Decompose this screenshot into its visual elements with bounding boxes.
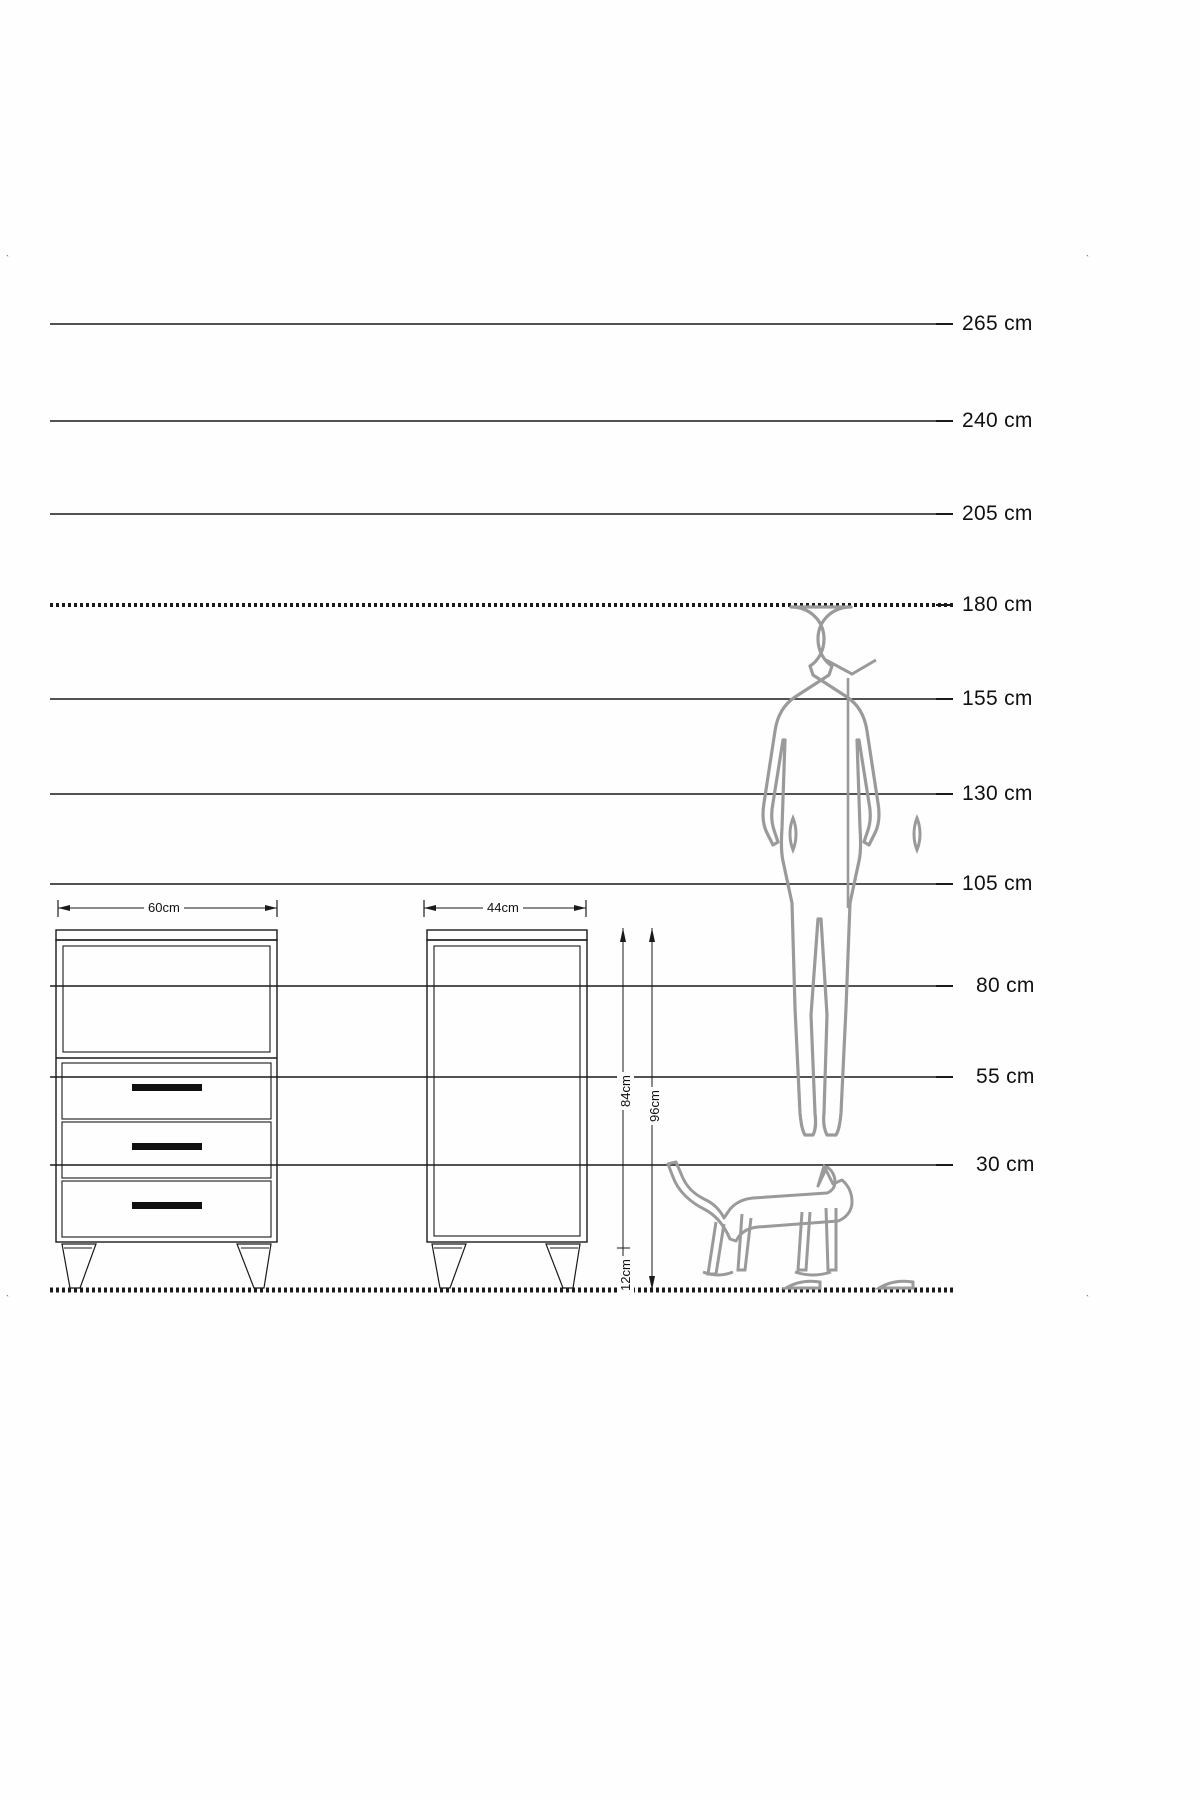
corner-mark-bottom-right: `: [1086, 1294, 1089, 1304]
drawer-handle-1: [132, 1084, 202, 1091]
label-leader-ticks: [936, 324, 953, 1165]
vertical-label-12cm: 12cm: [617, 1256, 634, 1294]
width-label-44cm: 44cm: [483, 900, 523, 915]
human-figure: [763, 607, 920, 1288]
cat-figure: [668, 1162, 852, 1275]
height-label-80: 80 cm: [976, 974, 1035, 997]
height-label-205: 205 cm: [962, 502, 1033, 525]
vertical-label-84cm: 84cm: [617, 1072, 634, 1110]
corner-mark-bottom-left: `: [6, 1294, 9, 1304]
chest-legs: [62, 1244, 271, 1288]
height-label-265: 265 cm: [962, 312, 1033, 335]
chest-of-drawers[interactable]: [56, 930, 277, 1288]
corner-mark-top-right: `: [1086, 254, 1089, 264]
height-label-105: 105 cm: [962, 872, 1033, 895]
height-label-55: 55 cm: [976, 1065, 1035, 1088]
cabinet-legs: [432, 1244, 580, 1288]
height-label-240: 240 cm: [962, 409, 1033, 432]
height-label-130: 130 cm: [962, 782, 1033, 805]
narrow-cabinet[interactable]: [427, 930, 587, 1288]
height-label-155: 155 cm: [962, 687, 1033, 710]
height-label-180: 180 cm: [962, 593, 1033, 616]
corner-mark-top-left: `: [6, 254, 9, 264]
cabinet-door: [434, 946, 580, 1236]
height-label-30: 30 cm: [976, 1153, 1035, 1176]
drawer-handle-2: [132, 1143, 202, 1150]
width-label-60cm: 60cm: [144, 900, 184, 915]
drawer-handle-3: [132, 1202, 202, 1209]
vertical-label-96cm: 96cm: [646, 1087, 663, 1125]
